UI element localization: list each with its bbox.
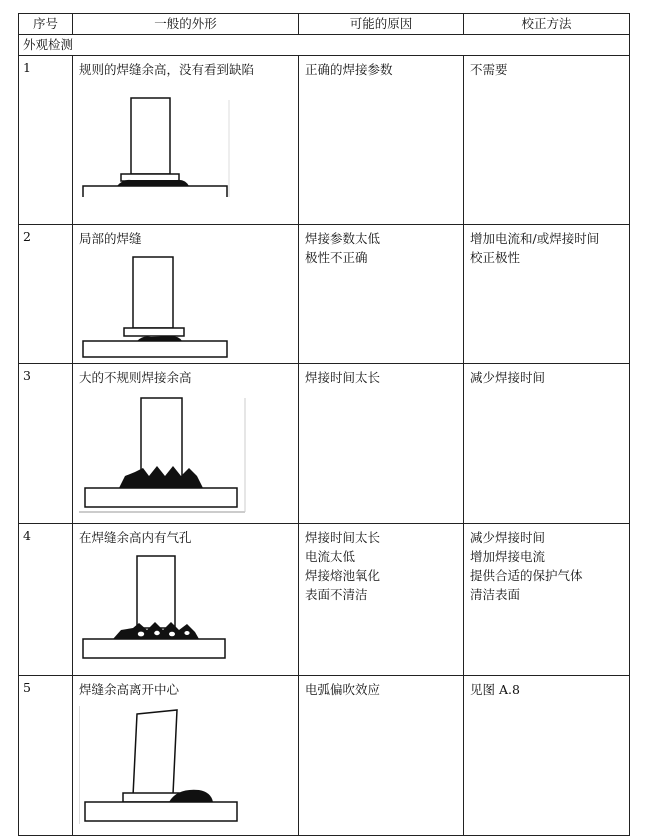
section-title: 外观检测 <box>19 35 630 56</box>
weld-figure-regular <box>79 82 249 197</box>
appearance-cell <box>73 225 299 364</box>
cause-item: 正确的焊接参数 <box>305 62 393 77</box>
weld-figure-porosity <box>79 550 249 670</box>
cause-item: 表面不清洁 <box>305 587 368 602</box>
weld-figure-partial <box>79 251 249 361</box>
fix-item: 减少焊接时间 <box>470 370 546 385</box>
cause-item: 焊接熔池氧化 <box>305 568 381 583</box>
fix-item: 清洁表面 <box>470 587 521 602</box>
row-number: 2 <box>19 225 73 364</box>
fixes-cell <box>464 56 630 225</box>
fixes-cell <box>464 524 630 676</box>
appearance-cell <box>73 676 299 836</box>
causes-cell <box>299 225 464 364</box>
appearance-text: 焊缝余高离开中心 <box>79 682 180 697</box>
appearance-cell <box>73 56 299 225</box>
causes-cell <box>299 524 464 676</box>
appearance-text: 大的不规则焊接余高 <box>79 370 192 385</box>
table-row <box>19 524 630 676</box>
fixes-cell <box>464 225 630 364</box>
causes-cell <box>299 56 464 225</box>
pore-icon <box>154 631 160 635</box>
section-row <box>19 35 630 56</box>
appearance-text: 规则的焊缝余高，没有看到缺陷 <box>79 62 255 77</box>
weld-figure-irregular-large <box>79 390 249 515</box>
row-number: 5 <box>19 676 73 836</box>
fix-item: 提供合适的保护气体 <box>470 568 583 583</box>
causes-cell <box>299 676 464 836</box>
pore-icon <box>138 632 144 637</box>
table-row <box>19 364 630 524</box>
cause-item: 极性不正确 <box>305 250 368 265</box>
header-causes: 可能的原因 <box>299 14 464 35</box>
header-row <box>19 14 630 35</box>
causes-cell <box>299 364 464 524</box>
fix-item: 见图 A.8 <box>470 682 520 697</box>
cause-item: 焊接时间太长 <box>305 370 381 385</box>
pore-icon <box>169 632 175 637</box>
header-number: 序号 <box>19 14 73 35</box>
fixes-cell <box>464 676 630 836</box>
row-number: 3 <box>19 364 73 524</box>
fix-item: 减少焊接时间 <box>470 530 546 545</box>
header-appearance: 一般的外形 <box>73 14 299 35</box>
cause-item: 焊接时间太长 <box>305 530 381 545</box>
appearance-text: 在焊缝余高内有气孔 <box>79 530 192 545</box>
row-number: 1 <box>19 56 73 225</box>
cause-item: 焊接参数太低 <box>305 231 381 246</box>
table-row <box>19 676 630 836</box>
weld-figure-off-center <box>79 702 249 827</box>
header-correction: 校正方法 <box>464 14 630 35</box>
appearance-cell <box>73 524 299 676</box>
fixes-cell <box>464 364 630 524</box>
fix-item: 增加电流和/或焊接时间 <box>470 231 600 246</box>
weld-inspection-table <box>18 13 630 836</box>
pore-icon <box>184 631 189 635</box>
table-row <box>19 225 630 364</box>
cause-item: 电流太低 <box>305 549 356 564</box>
appearance-text: 局部的焊缝 <box>79 231 142 246</box>
table-row <box>19 56 630 225</box>
fix-item: 不需要 <box>470 62 508 77</box>
appearance-cell <box>73 364 299 524</box>
cause-item: 电弧偏吹效应 <box>305 682 381 697</box>
row-number: 4 <box>19 524 73 676</box>
fix-item: 增加焊接电流 <box>470 549 546 564</box>
fix-item: 校正极性 <box>470 250 521 265</box>
